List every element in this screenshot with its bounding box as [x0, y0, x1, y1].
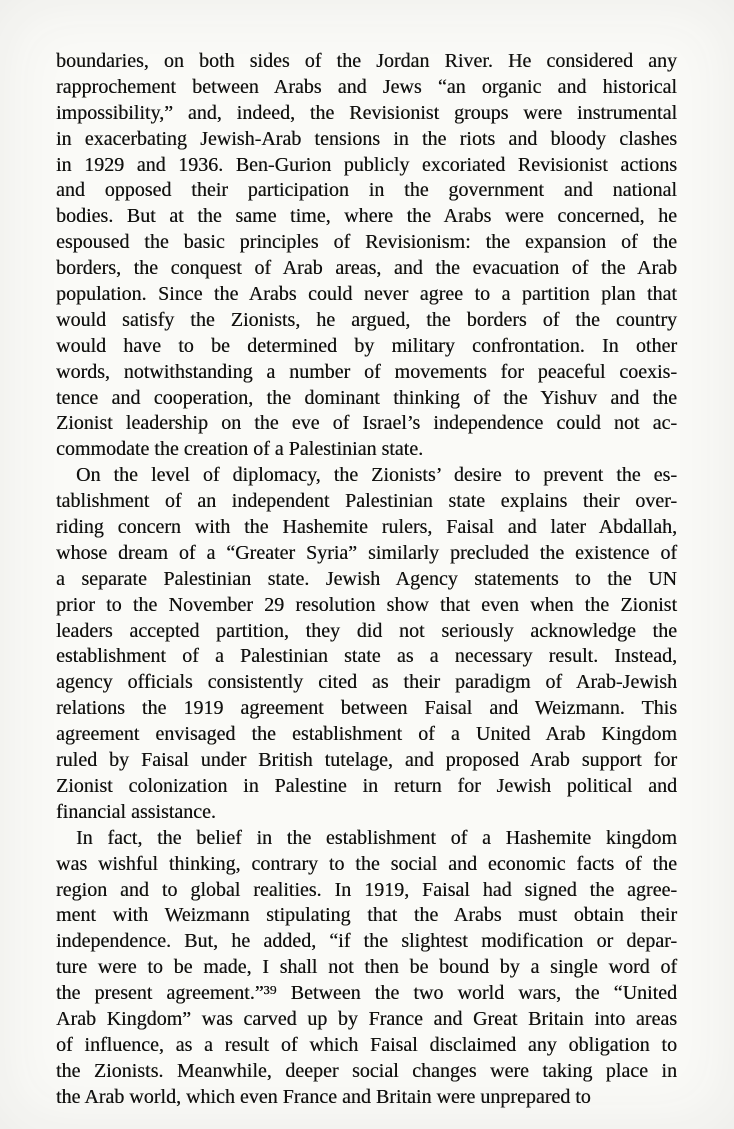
- text-line: boundaries, on both sides of the Jordan River. He considered any: [56, 50, 677, 72]
- text-line: leaders accepted partition, they did not seriously acknowledge the: [56, 619, 677, 642]
- text-line: establishment of a Palestinian state as a necessary result. Instead,: [56, 645, 677, 668]
- text-line: population. Since the Arabs could never agree to a partition plan that: [56, 283, 677, 306]
- text-line: would satisfy the Zionists, he argued, the borders of the country: [56, 308, 677, 331]
- text-line: tence and cooperation, the dominant thinking of the Yishuv and the: [56, 386, 677, 409]
- text-line: rapprochement between Arabs and Jews “an organic and historical: [56, 75, 677, 98]
- text-line: espoused the basic principles of Revisionism: the expansion of the: [56, 231, 677, 254]
- paragraph: [56, 463, 677, 825]
- text-line: prior to the November 29 resolution show that even when the Zionist: [56, 593, 677, 616]
- text-line: In fact, the belief in the establishment of a Hashemite kingdom: [76, 826, 677, 849]
- text-line: ruled by Faisal under British tutelage, and proposed Arab support for: [56, 749, 677, 772]
- text-line: On the level of diplomacy, the Zionists’ desire to prevent the es-: [76, 464, 677, 487]
- text-line: Arab Kingdom” was carved up by France and Great Britain into areas: [56, 1007, 677, 1030]
- text-line: ture were to be made, I shall not then be bound by a single word of: [56, 956, 677, 979]
- text-line: riding concern with the Hashemite rulers, Faisal and later Abdallah,: [56, 516, 677, 539]
- text-line: would have to be determined by military confrontation. In other: [56, 334, 677, 357]
- text-line: whose dream of a “Greater Syria” similarly precluded the existence of: [56, 541, 677, 564]
- text-line: in exacerbating Jewish-Arab tensions in the riots and bloody clashes: [56, 127, 677, 150]
- text-line: Zionist colonization in Palestine in return for Jewish political and: [56, 774, 677, 797]
- text-line: bodies. But at the same time, where the Arabs were concerned, he: [56, 205, 677, 228]
- text-line: of influence, as a result of which Faisal disclaimed any obligation to: [56, 1033, 677, 1056]
- text-line: the Zionists. Meanwhile, deeper social changes were taking place in: [56, 1059, 677, 1082]
- text-line: the Arab world, which even France and Britain were unprepared to: [56, 1085, 591, 1108]
- paragraph: [56, 826, 677, 1111]
- text-line: was wishful thinking, contrary to the social and economic facts of the: [56, 852, 677, 875]
- text-line: tablishment of an independent Palestinian state explains their over-: [56, 490, 677, 513]
- text-line: borders, the conquest of Arab areas, and the evacuation of the Arab: [56, 257, 677, 280]
- text-line: a separate Palestinian state. Jewish Agency statements to the UN: [56, 567, 677, 590]
- text-line: commodate the creation of a Palestinian state.: [56, 438, 424, 461]
- text-line: words, notwithstanding a number of movements for peaceful coexis-: [56, 360, 677, 383]
- text-line: impossibility,” and, indeed, the Revisionist groups were instrumental: [56, 101, 677, 124]
- paragraph: [56, 49, 677, 463]
- text-line: the present agreement.”³⁹ Between the two world wars, the “United: [56, 982, 677, 1005]
- text-line: relations the 1919 agreement between Faisal and Weizmann. This: [56, 697, 677, 720]
- text-line: independence. But, he added, “if the slightest modification or depar-: [56, 930, 677, 953]
- text-line: agreement envisaged the establishment of a United Arab Kingdom: [56, 723, 677, 746]
- text-line: ment with Weizmann stipulating that the Arabs must obtain their: [56, 904, 677, 927]
- text-line: agency officials consistently cited as their paradigm of Arab-Jewish: [56, 671, 677, 694]
- text-line: in 1929 and 1936. Ben-Gurion publicly excoriated Revisionist actions: [56, 153, 677, 176]
- text-line: financial assistance.: [56, 800, 216, 823]
- text-line: Zionist leadership on the eve of Israel’s independence could not ac-: [56, 412, 677, 435]
- text-line: and opposed their participation in the government and national: [56, 179, 677, 202]
- page-text-block: [56, 49, 677, 1111]
- text-line: region and to global realities. In 1919, Faisal had signed the agree-: [56, 878, 677, 901]
